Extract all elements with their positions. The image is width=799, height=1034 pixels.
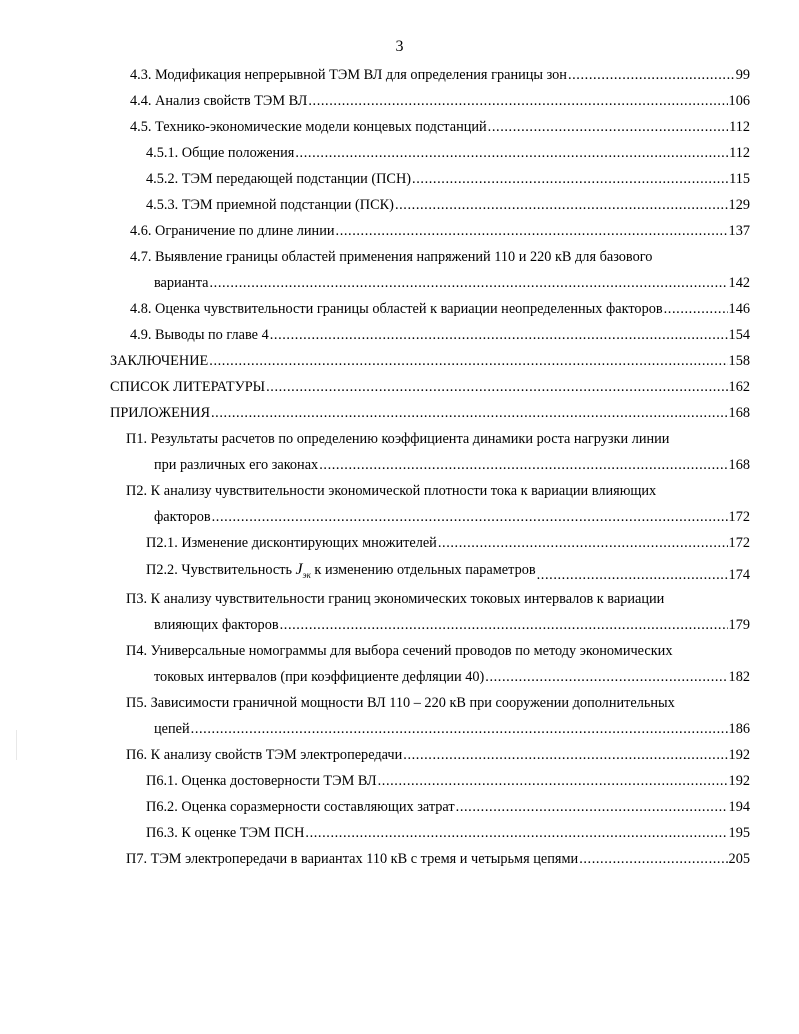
toc-entry-title: П6.3. К оценке ТЭМ ПСН — [146, 825, 305, 841]
toc-entry-title-post: к изменению отдельных параметров — [314, 562, 536, 578]
toc-entry-4-5-2 — [146, 170, 750, 188]
toc-entry-p2-1 — [146, 534, 750, 552]
toc-entry-page: 115 — [729, 171, 750, 187]
dot-leader — [305, 824, 727, 842]
toc-entry-title: ЗАКЛЮЧЕНИЕ — [110, 353, 209, 369]
dot-leader — [412, 170, 728, 188]
toc-entry-title: СПИСОК ЛИТЕРАТУРЫ — [110, 379, 266, 395]
toc-entry-title: П2.1. Изменение дисконтирующих множителей — [146, 535, 437, 551]
dot-leader — [266, 378, 727, 396]
toc-entry-references — [110, 378, 750, 396]
symbol-subscript: эк — [302, 570, 311, 581]
toc-entry-page: 112 — [729, 119, 750, 135]
toc-entry-p7 — [126, 850, 750, 868]
dot-leader — [212, 508, 728, 526]
toc-entry-title: П6.1. Оценка достоверности ТЭМ ВЛ — [146, 773, 377, 789]
toc-entry-page: 172 — [728, 535, 750, 551]
toc-entry-p4 — [154, 668, 750, 686]
toc-entry-title: 4.6. Ограничение по длине линии — [130, 223, 335, 239]
toc-entry-title-pre: П2.2. Чувствительность — [146, 562, 292, 578]
toc-entry-cont: цепей — [154, 721, 190, 737]
toc-entry-page: 112 — [729, 145, 750, 161]
toc-entry-page: 186 — [728, 721, 750, 737]
toc-entry-p3-title: П3. К анализу чувствительности границ экономических токовых интервалов к вариации — [126, 591, 665, 607]
toc-entry-conclusion — [110, 352, 750, 370]
toc-entry-page: 154 — [728, 327, 750, 343]
toc-entry-page: 192 — [728, 773, 750, 789]
toc-entry-title: 4.8. Оценка чувствительности границы областей к вариации неопределенных факторов — [130, 301, 663, 317]
dot-leader — [664, 300, 728, 318]
dot-leader — [403, 746, 727, 764]
toc-entry-4-6 — [130, 222, 750, 240]
toc-entry-title: 4.5.1. Общие положения — [146, 145, 295, 161]
toc-entry-title: 4.3. Модификация непрерывной ТЭМ ВЛ для определения границы зон — [130, 67, 567, 83]
dot-leader — [209, 352, 727, 370]
dot-leader — [191, 720, 728, 738]
toc-entry-page: 182 — [728, 669, 750, 685]
toc-entry-p2 — [154, 508, 750, 526]
toc-entry-4-3 — [130, 66, 750, 84]
toc-entry-title: П7. ТЭМ электропередачи в вариантах 110 кВ с тремя и четырьмя цепями — [126, 851, 579, 867]
toc-entry-page: 192 — [728, 747, 750, 763]
toc-entry-title: 4.5.2. ТЭМ передающей подстанции (ПСН) — [146, 171, 412, 187]
toc-entry-title: 4.5. Технико-экономические модели концевых подстанций — [130, 119, 487, 135]
toc-entry-page: 106 — [728, 93, 750, 109]
toc-entry-title: 4.9. Выводы по главе 4 — [130, 327, 269, 343]
toc-entry-title: 4.5.3. ТЭМ приемной подстанции (ПСК) — [146, 197, 394, 213]
toc-entry-title — [146, 561, 536, 584]
toc-entry-p6 — [126, 746, 750, 764]
dot-leader — [211, 404, 728, 422]
toc-entry-4-5-1 — [146, 144, 750, 162]
dot-leader — [438, 534, 728, 552]
dot-leader — [378, 772, 728, 790]
toc-entry-page: 205 — [728, 851, 750, 867]
dot-leader — [456, 798, 728, 816]
toc-entry-p1-title: П1. Результаты расчетов по определению коэффициента динамики роста нагрузки линии — [126, 431, 670, 447]
toc-entry-page: 142 — [728, 275, 750, 291]
dot-leader — [537, 566, 728, 584]
toc-entry-title: П6. К анализу свойств ТЭМ электропередачи — [126, 747, 403, 763]
toc-entry-p5-title: П5. Зависимости граничной мощности ВЛ 110 – 220 кВ при сооружении дополнительных — [126, 695, 675, 711]
toc-entry-page: 195 — [728, 825, 750, 841]
dot-leader — [336, 222, 728, 240]
dot-leader — [319, 456, 727, 474]
toc-entry-page: 194 — [728, 799, 750, 815]
toc-entry-p6-1 — [146, 772, 750, 790]
current-density-symbol — [295, 561, 311, 581]
dot-leader — [395, 196, 728, 214]
toc-entry-page: 168 — [728, 405, 750, 421]
toc-entry-page: 137 — [728, 223, 750, 239]
toc-entry-4-7 — [154, 274, 750, 292]
toc-entry-p1 — [154, 456, 750, 474]
toc-entry-cont: токовых интервалов (при коэффициенте дефляции 40) — [154, 669, 485, 685]
dot-leader — [579, 850, 727, 868]
dot-leader — [280, 616, 728, 634]
scan-edge-mark — [16, 730, 17, 760]
toc-entry-cont: влияющих факторов — [154, 617, 279, 633]
page-number: 3 — [395, 38, 404, 55]
dot-leader — [568, 66, 735, 84]
dot-leader — [209, 274, 727, 292]
toc-entry-p5 — [154, 720, 750, 738]
dot-leader — [270, 326, 728, 344]
toc-entry-appendices — [110, 404, 750, 422]
toc-entry-4-7-title: 4.7. Выявление границы областей применения напряжений 110 и 220 кВ для базового — [130, 249, 653, 265]
dot-leader — [308, 92, 727, 110]
toc-entry-cont: факторов — [154, 509, 211, 525]
toc-entry-page: 162 — [728, 379, 750, 395]
toc-entry-4-5-3 — [146, 196, 750, 214]
toc-entry-page: 172 — [728, 509, 750, 525]
toc-entry-cont: при различных его законах — [154, 457, 319, 473]
toc-entry-p3 — [154, 616, 750, 634]
toc-entry-page: 174 — [728, 567, 750, 584]
toc-entry-title: 4.4. Анализ свойств ТЭМ ВЛ — [130, 93, 308, 109]
toc-entry-p2-title: П2. К анализу чувствительности экономической плотности тока к вариации влияющих — [126, 483, 657, 499]
toc-entry-page: 99 — [735, 67, 750, 83]
toc-entry-4-5 — [130, 118, 750, 136]
dot-leader — [488, 118, 728, 136]
toc-entry-4-9 — [130, 326, 750, 344]
toc-entry-p4-title: П4. Универсальные номограммы для выбора сечений проводов по методу экономических — [126, 643, 673, 659]
toc-entry-p6-3 — [146, 824, 750, 842]
toc-entry-page: 158 — [728, 353, 750, 369]
toc-entry-page: 129 — [728, 197, 750, 213]
toc-entry-p2-2 — [146, 561, 750, 584]
toc-entry-page: 168 — [728, 457, 750, 473]
toc-entry-page: 179 — [728, 617, 750, 633]
toc-entry-title: ПРИЛОЖЕНИЯ — [110, 405, 210, 421]
dot-leader — [295, 144, 728, 162]
toc-entry-page: 146 — [728, 301, 750, 317]
toc-entry-4-4 — [130, 92, 750, 110]
toc-entry-title: П6.2. Оценка соразмерности составляющих затрат — [146, 799, 455, 815]
toc-entry-cont: варианта — [154, 275, 209, 291]
dot-leader — [485, 668, 727, 686]
toc-entry-p6-2 — [146, 798, 750, 816]
symbol-letter: J — [295, 561, 303, 578]
toc-entry-4-8 — [130, 300, 750, 318]
